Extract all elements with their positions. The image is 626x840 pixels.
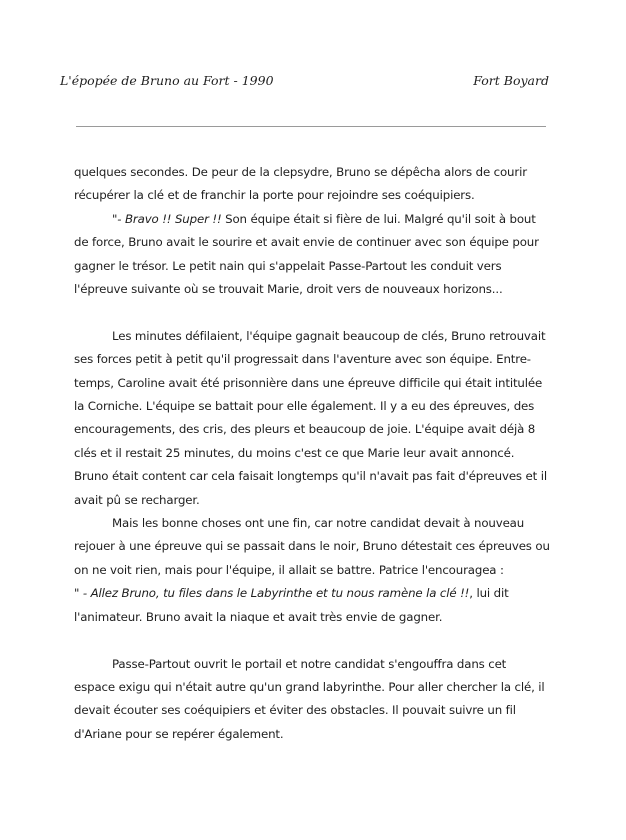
page-body — [74, 161, 550, 746]
paragraph-bravo — [74, 208, 550, 302]
header-title: L'épopée de Bruno au Fort - 1990 — [60, 73, 274, 88]
paragraph-gap — [74, 301, 550, 324]
paragraph-labyrinthe-quote — [74, 582, 550, 629]
paragraph-passe-partout: Passe-Partout ouvrit le portail et notre candidat s'engouffra dans cet espace exigu qui n'était autre qu'un grand labyrinthe. Pour aller chercher la clé, il devait écouter ses coéquipiers et éviter des obstacles. Il pouvait suivre un fil d'Ariane pour se repérer également. — [74, 656, 545, 741]
page-header — [60, 73, 549, 91]
header-book-name: Fort Boyard — [473, 73, 549, 88]
paragraph-bravo-text: Son équipe était si fière de lui. Malgré qu'il soit à bout de force, Bruno avait le sourire et avait envie de continuer avec son équipe pour gagner le trésor. Le petit nain qui s'appelait Passe-Partout les conduit vers l'épreuve suivante où se trouvait Marie, droit vers de nouveaux horizons... — [74, 211, 539, 297]
paragraph-minutes: Les minutes défilaient, l'équipe gagnait beaucoup de clés, Bruno retrouvait ses forces petit à petit qu'il progressait dans l'aventure avec son équipe. Entre-temps, Caroline avait été prisonnière dans une épreuve difficile qui était intitulée la Corniche. L'équipe se battait pour elle également. Il y a eu des épreuves, des encouragements, des cris, des pleurs et beaucoup de joie. L'équipe avait déjà 8 clés et il restait 25 minutes, du moins c'est ce que Marie leur avait annoncé. Bruno était content car cela faisait longtemps qu'il n'avait pas fait d'épreuves et il avait pû se recharger. — [74, 328, 547, 507]
paragraph-labyrinthe-text: , lui dit l'animateur. Bruno avait la niaque et avait très envie de gagner. — [74, 586, 509, 624]
paragraph-bonne-choses: Mais les bonne choses ont une fin, car notre candidat devait à nouveau rejouer à une épreuve qui se passait dans le noir, Bruno détestait ces épreuves ou on ne voit rien, mais pour l'équipe, il allait se battre. Patrice l'encouragea : — [74, 516, 550, 577]
quote-labyrinthe: " - Allez Bruno, tu files dans le Labyrinthe et tu nous ramène la clé !! — [74, 586, 470, 601]
header-divider — [76, 126, 546, 127]
quote-bravo: "- Bravo !! Super !! — [112, 211, 222, 226]
paragraph-gap — [74, 629, 550, 652]
paragraph-continuation: quelques secondes. De peur de la clepsydre, Bruno se dépêcha alors de courir récupérer la clé et de franchir la porte pour rejoindre ses coéquipiers. — [74, 165, 527, 203]
